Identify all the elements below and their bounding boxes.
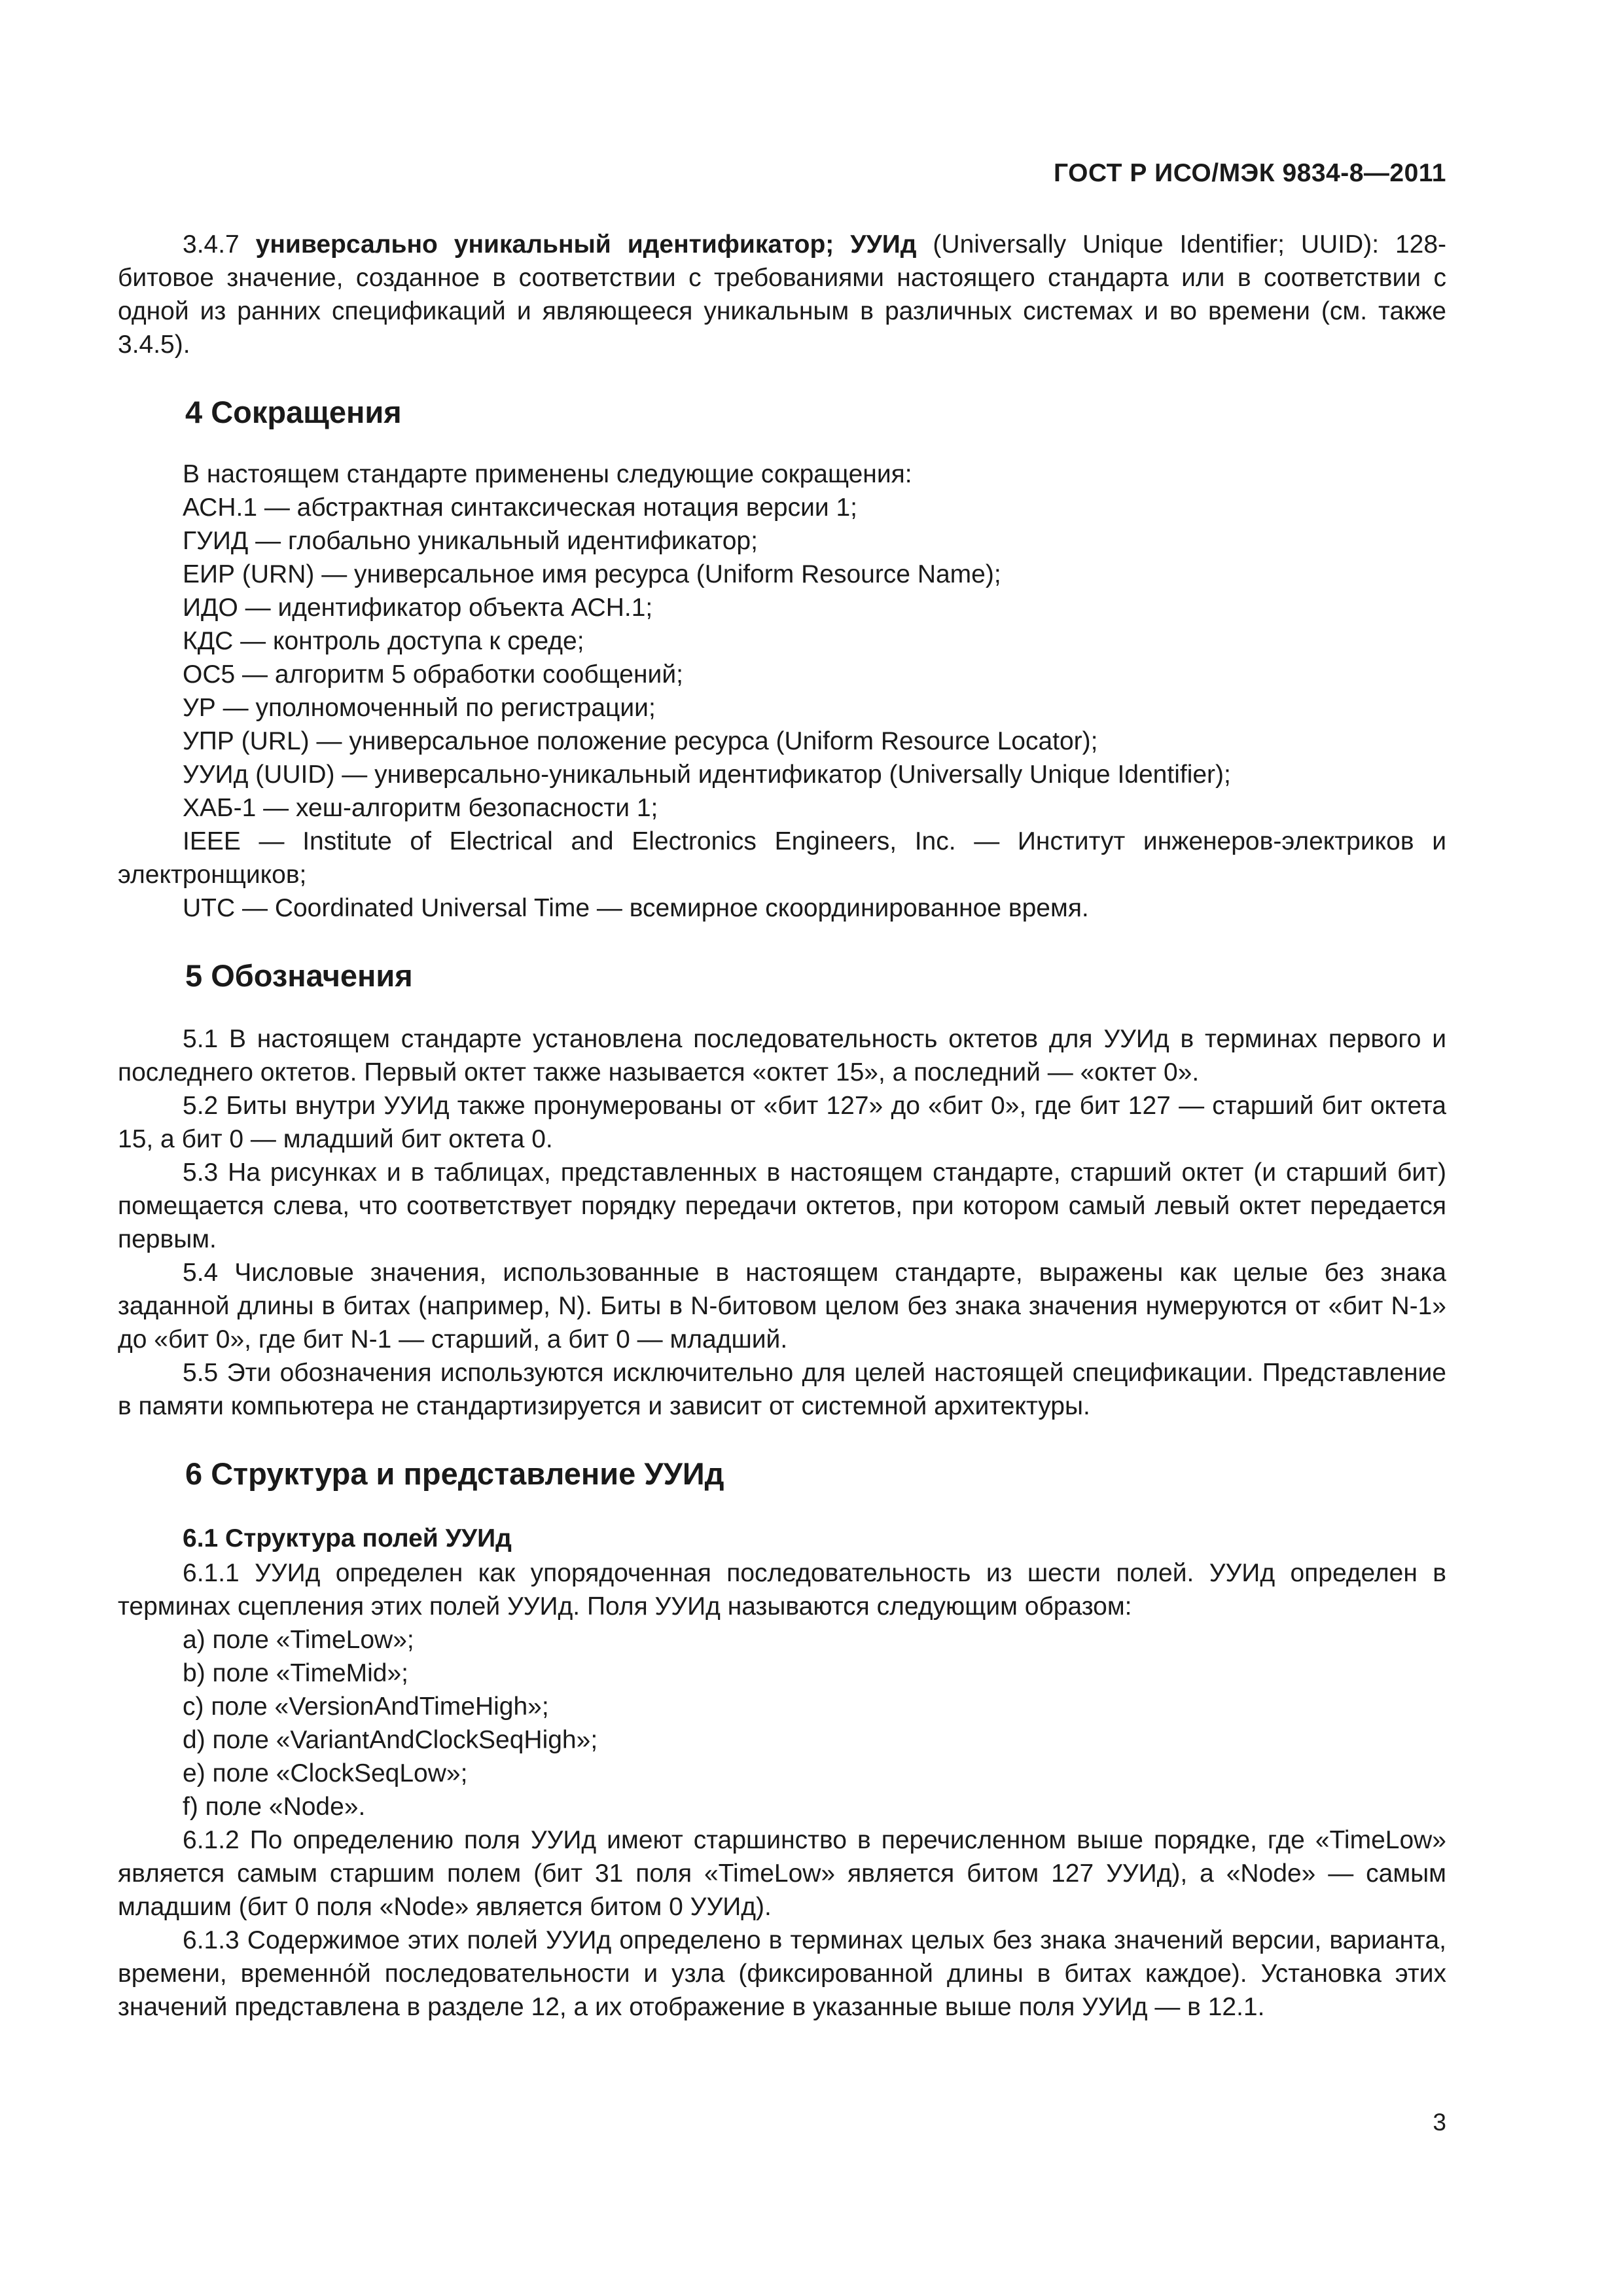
abbrev-item-ieee: IEEE — Institute of Electrical and Electronics Engineers, Inc. — Институт инженеров-электриков и электронщиков; [118,827,1446,889]
field-list-item: e) поле «ClockSeqLow»; [183,1759,468,1787]
abbrev-item: УУИд (UUID) — универсально-уникальный идентификатор (Universally Unique Identifier); [183,761,1231,789]
field-list-item: c) поле «VersionAndTimeHigh»; [183,1693,549,1721]
definition-3-4-7 [118,228,1446,361]
section-5-heading: 5 Обозначения [185,958,413,993]
definition-number: 3.4.7 [183,230,240,259]
abbrev-item: ХАБ-1 — хеш-алгоритм безопасности 1; [183,794,658,822]
paragraph-5-4: 5.4 Числовые значения, использованные в настоящем стандарте, выражены как целые без знака заданной длины в битах (например, N). Биты в N-битовом целом без знака значения нумеруются от «бит N-1» до «бит 0», где бит N-1 — старший, а бит 0 — младший. [118,1259,1446,1354]
abbrev-item-utc: UTC — Coordinated Universal Time — всемирное скоординированное время. [183,894,1089,922]
field-list-item: f) поле «Node». [183,1793,366,1821]
abbrev-item: ИДО — идентификатор объекта АСН.1; [183,594,653,622]
paragraph-5-5: 5.5 Эти обозначения используются исключительно для целей настоящей спецификации. Представление в памяти компьютера не стандартизируется и зависит от системной архитектуры. [118,1359,1446,1420]
field-list-item: b) поле «TimeMid»; [183,1659,409,1687]
abbrev-item: КДС — контроль доступа к среде; [183,627,584,655]
paragraph-6-1-1: 6.1.1 УУИд определен как упорядоченная последовательность из шести полей. УУИд определен в терминах сцепления этих полей УУИд. Поля УУИд называются следующим образом: [118,1559,1446,1621]
abbrev-item: ГУИД — глобально уникальный идентификатор; [183,527,758,555]
paragraph-6-1-3: 6.1.3 Содержимое этих полей УУИд определено в терминах целых без знака значений версии, варианта, времени, временно́й последовательности и узла (фиксированной длины в битах каждое). Установка этих значений представлена в разделе 12, а их отображение в указанные выше поля УУИд — в 12.1. [118,1926,1446,2021]
definition-text: (Universally Unique Identifier; UUID): 128-битовое значение, созданное в соответствии с требованиями настоящего стандарта или в соответствии с одной из ранних спецификаций и являющееся уникальным в различных системах и во времени (см. также 3.4.5). [118,230,1446,359]
field-list-item: a) поле «TimeLow»; [183,1626,414,1654]
page-number: 3 [1433,2109,1446,2136]
paragraph-5-2: 5.2 Биты внутри УУИд также пронумерованы от «бит 127» до «бит 0», где бит 127 — старший бит октета 15, а бит 0 — младший бит октета 0. [118,1092,1446,1153]
abbrev-intro: В настоящем стандарте применены следующие сокращения: [183,460,912,488]
document-header: ГОСТ Р ИСО/МЭК 9834-8—2011 [1054,159,1446,187]
section-4-heading: 4 Сокращения [185,395,402,429]
paragraph-5-3: 5.3 На рисунках и в таблицах, представленных в настоящем стандарте, старший октет (и старший бит) помещается слева, что соответствует порядку передачи октетов, при котором самый левый октет передается первым. [118,1158,1446,1253]
abbrev-item: АСН.1 — абстрактная синтаксическая нотация версии 1; [183,493,858,522]
abbrev-item: УР — уполномоченный по регистрации; [183,694,656,722]
paragraph-5-1: 5.1 В настоящем стандарте установлена последовательность октетов для УУИд в терминах первого и последнего октетов. Первый октет также называется «октет 15», а последний — «октет 0». [118,1025,1446,1086]
definition-term: универсально уникальный идентификатор; УУИд [255,230,917,259]
section-6-heading: 6 Структура и представление УУИд [185,1456,724,1491]
paragraph-6-1-2: 6.1.2 По определению поля УУИд имеют старшинство в перечисленном выше порядке, где «TimeLow» является самым старшим полем (бит 31 поля «TimeLow» является битом 127 УУИд), а «Node» — самым младшим (бит 0 поля «Node» является битом 0 УУИд). [118,1826,1446,1921]
abbrev-item: УПР (URL) — универсальное положение ресурса (Uniform Resource Locator); [183,727,1098,755]
field-list-item: d) поле «VariantAndClockSeqHigh»; [183,1726,598,1754]
subsection-6-1-heading: 6.1 Структура полей УУИд [183,1524,512,1552]
abbrev-item: ОС5 — алгоритм 5 обработки сообщений; [183,660,683,689]
page-content [118,228,1446,2024]
abbrev-item: ЕИР (URN) — универсальное имя ресурса (Uniform Resource Name); [183,560,1001,588]
